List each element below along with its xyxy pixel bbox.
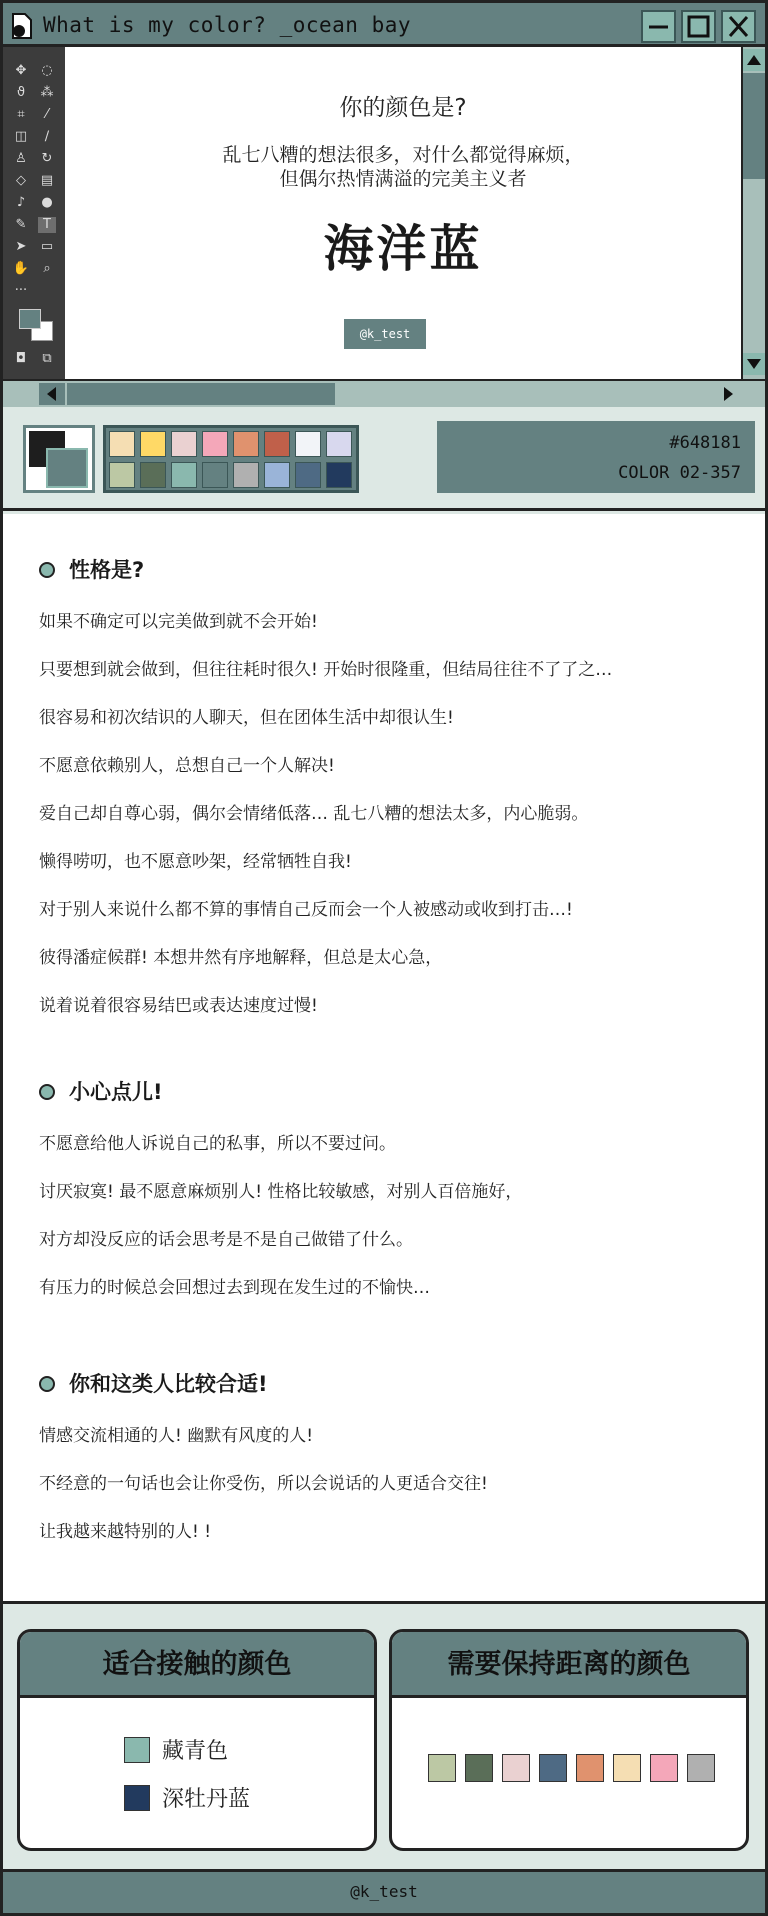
bullet-icon (39, 1084, 55, 1100)
text-line: 对于别人来说什么都不算的事情自己反而会一个人被感动或收到打击…! (39, 900, 573, 920)
handle-badge: @k_test (344, 319, 426, 349)
hand-icon[interactable]: ✋ (12, 261, 30, 276)
color-description (65, 143, 741, 191)
zoom-icon[interactable]: ⌕ (43, 261, 51, 276)
section-heading (39, 554, 144, 584)
bad-color-swatch (576, 1754, 604, 1782)
text-line: 讨厌寂寞! 最不愿意麻烦别人! 性格比较敏感，对别人百倍施好， (39, 1182, 523, 1202)
text-line: 不愿意依赖别人，总想自己一个人解决! (39, 756, 335, 776)
good-colors-title: 适合接触的颜色 (20, 1632, 374, 1698)
text-line: 情感交流相通的人! 幽默有风度的人! (39, 1426, 314, 1446)
text-line: 说着说着很容易结巴或表达速度过慢! (39, 996, 318, 1016)
arrow-left-icon (39, 383, 65, 405)
document-icon (11, 13, 33, 39)
palette-swatch[interactable] (202, 431, 228, 457)
color-palette-bar (3, 407, 765, 511)
description-line-2: 但偶尔热情满溢的完美主义者 (279, 168, 527, 190)
scroll-left-button[interactable] (39, 383, 65, 405)
arrow-right-icon (715, 383, 741, 405)
screen-mode-icon[interactable]: ⧉ (42, 351, 52, 366)
good-color-name: 深牡丹蓝 (162, 1787, 251, 1812)
minimize-button[interactable] (641, 10, 676, 43)
horizontal-scrollbar[interactable] (3, 379, 765, 407)
crop-icon[interactable]: ⌗ (17, 107, 25, 122)
bad-color-swatch (687, 1754, 715, 1782)
palette-swatch[interactable] (140, 462, 166, 488)
dodge-icon[interactable]: ♪ (16, 195, 26, 210)
palette-swatch[interactable] (171, 431, 197, 457)
text-line: 不愿意给他人诉说自己的私事，所以不要过问。 (39, 1134, 396, 1154)
horizontal-scroll-thumb[interactable] (67, 383, 335, 405)
text-line: 懒得唠叨，也不愿意吵架，经常牺牲自我! (39, 852, 352, 872)
vertical-scroll-thumb[interactable] (743, 73, 765, 179)
text-line: 爱自己却自尊心弱，偶尔会情绪低落… 乱七八糟的想法太多，内心脆弱。 (39, 804, 589, 824)
color-info-box (437, 421, 755, 493)
bad-color-swatch (428, 1754, 456, 1782)
ellipse-select-icon[interactable]: ◌ (41, 63, 53, 78)
quick-mask-icon[interactable]: ◘ (15, 351, 27, 366)
canvas (65, 47, 741, 379)
brush-icon[interactable]: ∕ (44, 129, 50, 144)
heal-icon[interactable]: ◫ (14, 129, 28, 144)
description-line-1: 乱七八糟的想法很多，对什么都觉得麻烦， (222, 144, 584, 166)
section-title: 性格是? (69, 558, 145, 582)
good-color-item (124, 1734, 228, 1765)
section-title: 小心点儿! (69, 1080, 163, 1104)
color-swatch (124, 1785, 150, 1811)
text-line: 有压力的时候总会回想过去到现在发生过的不愉快… (39, 1278, 430, 1298)
bullet-icon (39, 1376, 55, 1392)
palette-swatch[interactable] (233, 431, 259, 457)
footer-handle: @k_test (3, 1869, 765, 1913)
text-line: 让我越来越特别的人! ! (39, 1522, 212, 1542)
text-line: 不经意的一句话也会让你受伤，所以会说话的人更适合交往! (39, 1474, 488, 1494)
bad-color-swatch (502, 1754, 530, 1782)
question-heading: 你的颜色是? (339, 95, 467, 121)
good-colors-card (17, 1629, 377, 1851)
palette-swatch[interactable] (264, 431, 290, 457)
good-color-item (124, 1782, 250, 1813)
good-color-name: 藏青色 (162, 1739, 229, 1764)
bad-color-swatch (613, 1754, 641, 1782)
text-line: 很容易和初次结识的人聊天，但在团体生活中却很认生! (39, 708, 454, 728)
maximize-icon (683, 12, 714, 41)
scroll-down-button[interactable] (743, 353, 765, 375)
toolbox-foreground-swatch[interactable] (19, 309, 41, 329)
eraser-icon[interactable]: ◇ (16, 173, 26, 188)
bullet-icon (39, 562, 55, 578)
palette-swatch[interactable] (202, 462, 228, 488)
toolbox (3, 47, 65, 379)
palette-swatch[interactable] (171, 462, 197, 488)
palette-swatch[interactable] (326, 431, 352, 457)
burn-icon[interactable]: ● (41, 195, 53, 210)
palette-swatch[interactable] (326, 462, 352, 488)
bad-color-swatch (539, 1754, 567, 1782)
color-cards (3, 1607, 765, 1869)
bad-color-swatch (650, 1754, 678, 1782)
color-name: 海洋蓝 (323, 220, 483, 278)
color-code: COLOR 02-357 (618, 463, 741, 483)
close-button[interactable] (721, 10, 756, 43)
bad-colors-card (389, 1629, 749, 1851)
stamp-icon[interactable]: ♙ (15, 151, 27, 166)
arrow-up-icon (743, 49, 765, 71)
text-line: 对方却没反应的话会思考是不是自己做错了什么。 (39, 1230, 413, 1250)
window-title: What is my color? _ocean bay (43, 13, 412, 37)
bad-colors-title: 需要保持距离的颜色 (392, 1632, 746, 1698)
current-colors[interactable] (23, 425, 95, 493)
section-heading (39, 1368, 268, 1398)
palette-swatch[interactable] (264, 462, 290, 488)
close-icon (723, 12, 754, 41)
minimize-icon (643, 12, 674, 41)
section-title: 你和这类人比较合适! (69, 1372, 268, 1396)
scroll-up-button[interactable] (743, 49, 765, 71)
hex-code: #648181 (669, 433, 741, 453)
palette-swatch[interactable] (233, 462, 259, 488)
history-brush-icon[interactable]: ↻ (41, 151, 53, 166)
section-heading (39, 1076, 163, 1106)
gradient-icon[interactable]: ▤ (40, 173, 54, 188)
more-icon[interactable]: ··· (14, 283, 28, 298)
palette-swatch[interactable] (295, 431, 321, 457)
title-bar[interactable] (3, 3, 765, 47)
swatch-palette (103, 425, 359, 493)
path-select-icon[interactable]: ➤ (15, 239, 27, 254)
magic-wand-icon[interactable]: ⁂ (40, 85, 54, 100)
text-line: 彼得潘症候群! 本想井然有序地解释，但总是太心急， (39, 948, 443, 968)
text-icon[interactable]: T (38, 217, 56, 233)
color-swatch (124, 1737, 150, 1763)
palette-swatch[interactable] (140, 431, 166, 457)
background-color[interactable] (46, 448, 88, 488)
arrow-down-icon (743, 353, 765, 375)
vertical-scrollbar[interactable] (741, 47, 765, 379)
personality-article (3, 514, 765, 1604)
scroll-right-button[interactable] (715, 383, 741, 405)
text-line: 只要想到就会做到，但往往耗时很久! 开始时很隆重，但结局往往不了了之… (39, 660, 613, 680)
rectangle-icon[interactable]: ▭ (40, 239, 54, 254)
palette-swatch[interactable] (295, 462, 321, 488)
maximize-button[interactable] (681, 10, 716, 43)
pen-icon[interactable]: ✎ (15, 217, 27, 232)
move-icon[interactable]: ✥ (15, 63, 27, 78)
palette-swatch[interactable] (109, 462, 135, 488)
palette-swatch[interactable] (109, 431, 135, 457)
lasso-icon[interactable]: ϑ (16, 85, 26, 100)
text-line: 如果不确定可以完美做到就不会开始! (39, 612, 318, 632)
eyedropper-icon[interactable]: ⁄ (45, 107, 49, 122)
bad-color-swatch (465, 1754, 493, 1782)
